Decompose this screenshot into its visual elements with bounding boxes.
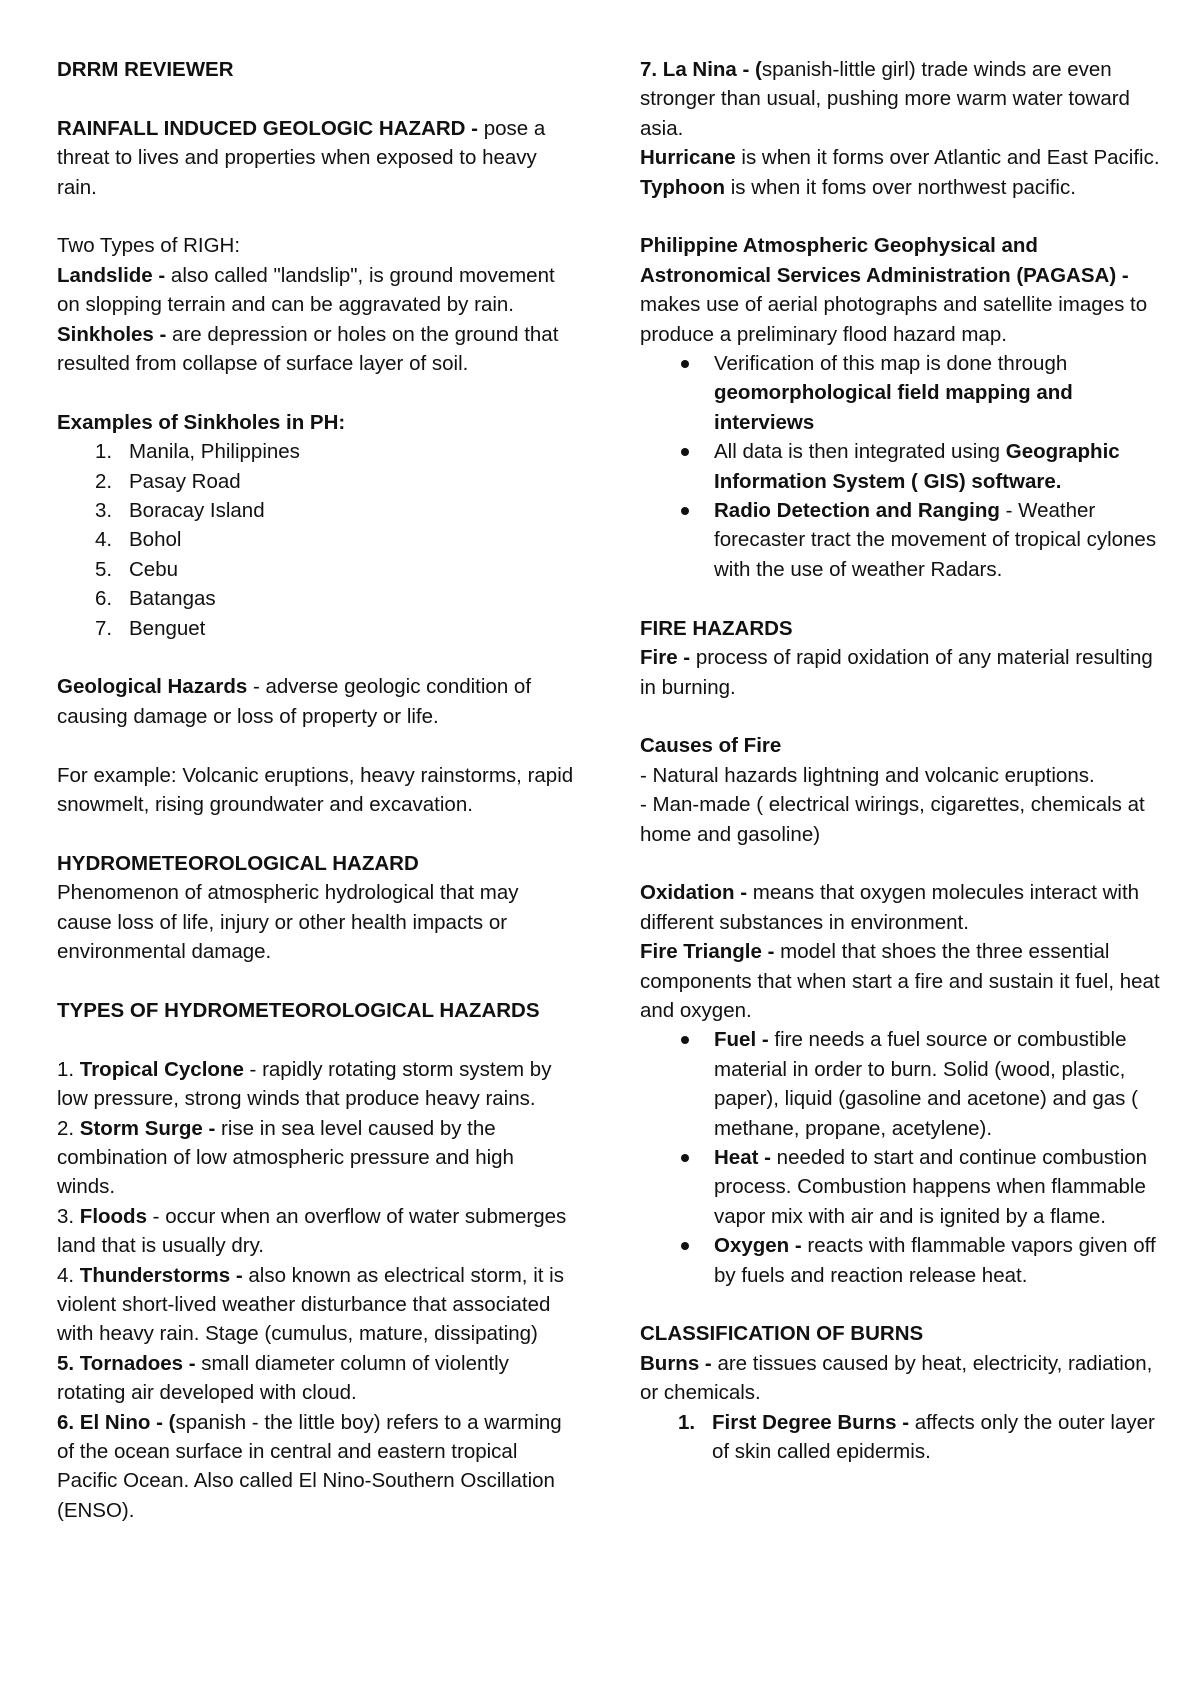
fire-hazards-heading: FIRE HAZARDS (640, 616, 793, 640)
list-item: 1. Manila, Philippines (95, 440, 300, 464)
list-item: All data is then integrated using Geographic Information System ( GIS) software. (640, 437, 1160, 496)
examples-heading: Examples of Sinkholes in PH: (57, 410, 346, 434)
landslide-definition: Landslide - also called "landslip", is ground movement on slopping terrain and can be aggravated by rain. (57, 263, 555, 317)
causes-heading: Causes of Fire (640, 734, 782, 758)
cause-item: - Man-made ( electrical wirings, cigarettes, chemicals at home and gasoline) (640, 793, 1145, 846)
burns-heading: CLASSIFICATION OF BURNS (640, 1322, 924, 1346)
hazard-type-item: 1. Tropical Cyclone - rapidly rotating storm system by low pressure, strong winds that produce heavy rains. (57, 1057, 552, 1111)
oxidation-definition: Oxidation - means that oxygen molecules interact with different substances in environment. (640, 881, 1140, 934)
list-item: 5. Cebu (95, 557, 179, 581)
list-item: Radio Detection and Ranging - Weather forecaster tract the movement of tropical cylones with the use of weather Radars. (640, 496, 1160, 584)
geological-hazards-definition: Geological Hazards - adverse geologic condition of causing damage or loss of property or life. (57, 675, 532, 728)
sinkholes-definition: Sinkholes - are depression or holes on the ground that resulted from collapse of surface layer of soil. (57, 322, 559, 376)
sinkhole-examples-list (57, 437, 577, 643)
right-column (640, 55, 1160, 1466)
list-item: Heat - needed to start and continue combustion process. Combustion happens when flammable vapor mix with air and is ignited by a flame. (640, 1143, 1160, 1231)
list-item: 1. First Degree Burns - affects only the outer layer of skin called epidermis. (678, 1410, 1155, 1464)
list-item: Verification of this map is done through geomorphological field mapping and interviews (640, 349, 1160, 437)
list-item: 4. Bohol (95, 528, 182, 552)
list-item: 7. Benguet (95, 616, 206, 640)
la-nina-item: 7. La Nina - (spanish-little girl) trade winds are even stronger than usual, pushing more warm water toward asia. (640, 58, 1130, 140)
hazard-type-item: 6. El Nino - (spanish - the little boy) refers to a warming of the ocean surface in central and eastern tropical Pacific Ocean. Also called El Nino-Southern Oscillation (ENSO). (57, 1410, 562, 1522)
hurricane-typhoon-text: Hurricane is when it forms over Atlantic and East Pacific. Typhoon is when it foms over northwest pacific. (640, 146, 1160, 199)
righ-definition: RAINFALL INDUCED GEOLOGIC HAZARD - pose a threat to lives and properties when exposed to heavy rain. (57, 116, 546, 199)
list-item: Fuel - fire needs a fuel source or combustible material in order to burn. Solid (wood, plastic, paper), liquid (gasoline and acetone) and gas ( methane, propane, acetylene). (640, 1025, 1160, 1143)
pagasa-bullet-list (640, 349, 1160, 584)
hazard-type-item: 4. Thunderstorms - also known as electrical storm, it is violent short-lived weather disturbance that associated with heavy rain. Stage (cumulus, mature, dissipating) (57, 1263, 564, 1346)
fire-definition: Fire - process of rapid oxidation of any material resulting in burning. (640, 646, 1153, 699)
hazard-type-item: 3. Floods - occur when an overflow of water submerges land that is usually dry. (57, 1204, 567, 1258)
list-item: Oxygen - reacts with flammable vapors given off by fuels and reaction release heat. (640, 1231, 1160, 1290)
for-example-text: For example: Volcanic eruptions, heavy rainstorms, rapid snowmelt, rising groundwater and excavation. (57, 763, 574, 817)
list-item: 6. Batangas (95, 587, 216, 611)
pagasa-definition: Philippine Atmospheric Geophysical and Astronomical Services Administration (PAGASA) - makes use of aerial photographs and satellite images to produce a preliminary flood hazard map. (640, 234, 1148, 346)
cause-item: - Natural hazards lightning and volcanic eruptions. (640, 763, 1095, 787)
burns-definition: Burns - are tissues caused by heat, electricity, radiation, or chemicals. (640, 1351, 1153, 1405)
list-item: 2. Pasay Road (95, 469, 241, 493)
burn-types-list (640, 1408, 1160, 1467)
types-heading: TYPES OF HYDROMETEOROLOGICAL HAZARDS (57, 998, 540, 1022)
document-title: DRRM REVIEWER (57, 58, 234, 81)
hydro-heading: HYDROMETEOROLOGICAL HAZARD (57, 851, 419, 875)
hazard-type-item: 2. Storm Surge - rise in sea level caused by the combination of low atmospheric pressure and high winds. (57, 1116, 514, 1199)
hazard-type-item: 5. Tornadoes - small diameter column of violently rotating air developed with cloud. (57, 1351, 509, 1405)
fire-triangle-definition: Fire Triangle - model that shoes the three essential components that when start a fire and sustain it fuel, heat and oxygen. (640, 940, 1160, 1022)
two-types-label: Two Types of RIGH: (57, 234, 241, 258)
left-column (57, 55, 577, 1525)
list-item: 3. Boracay Island (95, 499, 265, 523)
fire-triangle-list (640, 1025, 1160, 1290)
hydro-definition: Phenomenon of atmospheric hydrological that may cause loss of life, injury or other health impacts or environmental damage. (57, 881, 519, 964)
